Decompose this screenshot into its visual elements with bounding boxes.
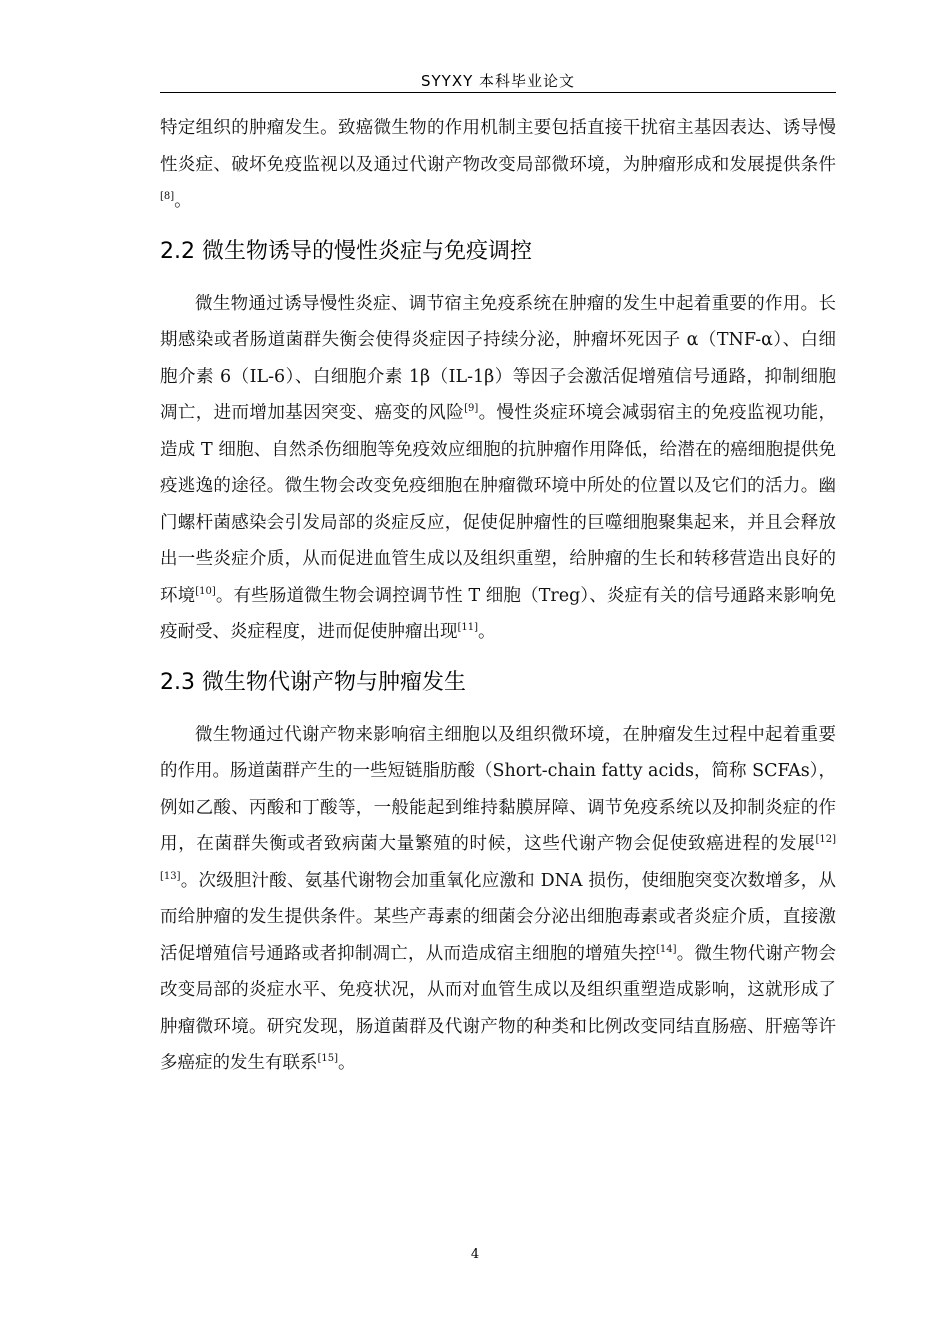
- citation-ref[interactable]: [14]: [656, 943, 677, 955]
- paragraph-text: 。慢性炎症环境会减弱宿主的免疫监视功能，造成 T 细胞、自然杀伤细胞等免疫效应细胞的抗肿瘤作用降低，给潜在的癌细胞提供免疫逃逸的途径。微生物会改变免疫细胞在肿瘤微环境中所处的位置以及它们的活力。幽门螺杆菌感染会引发局部的炎症反应，促使促肿瘤性的巨噬细胞聚集起来，并且会释放出一些炎症介质，从而促进血管生成以及组织重塑，给肿瘤的生长和转移营造出良好的环境: [160, 403, 837, 606]
- section-heading: 2.2 微生物诱导的慢性炎症与免疫调控: [160, 238, 532, 264]
- paragraph-text: 。次级胆汁酸、氨基代谢物会加重氧化应激和 DNA 损伤，使细胞突变次数增多，从而给肿瘤的发生提供条件。某些产毒素的细菌会分泌出细胞毒素或者炎症介质，直接激活促增殖信号通路或者抑制凋亡，从而造成宿主细胞的增殖失控: [160, 870, 836, 964]
- citation-ref[interactable]: [8]: [160, 191, 175, 203]
- paragraph-text: 。: [338, 1053, 356, 1073]
- header-rule: [160, 92, 836, 93]
- running-header: SYYXY 本科毕业论文: [420, 72, 576, 90]
- paragraph: [160, 717, 836, 1082]
- section-heading: 2.3 微生物代谢产物与肿瘤发生: [160, 669, 466, 695]
- paragraph-text: 。微生物代谢产物会改变局部的炎症水平、免疫状况，从而对血管生成以及组织重塑造成影响，这就形成了肿瘤微环境。研究发现，肠道菌群及代谢产物的种类和比例改变同结直肠癌、肝癌等许多癌症的发生有联系: [160, 943, 837, 1073]
- paragraph-text: 特定组织的肿瘤发生。致癌微生物的作用机制主要包括直接干扰宿主基因表达、诱导慢性炎症、破坏免疫监视以及通过代谢产物改变局部微环境，为肿瘤形成和发展提供条件: [160, 118, 836, 175]
- page-number: 4: [470, 1247, 480, 1262]
- paragraph-text: 微生物通过诱导慢性炎症、调节宿主免疫系统在肿瘤的发生中起着重要的作用。长期感染或者肠道菌群失衡会使得炎症因子持续分泌，肿瘤坏死因子 α（TNF-α）、白细胞介素 6（IL-6）、白细胞介素 1β（IL-1β）等因子会激活促增殖信号通路，抑制细胞凋亡，进而增加基因突变、癌变的风险: [160, 293, 836, 423]
- paragraph: [160, 286, 836, 651]
- paragraph-text: 。: [478, 622, 496, 642]
- citation-ref[interactable]: [10]: [195, 585, 216, 597]
- paragraph-text: 。: [174, 191, 192, 211]
- paragraph-text: 。有些肠道微生物会调控调节性 T 细胞（Treg）、炎症有关的信号通路来影响免疫耐受、炎症程度，进而促使肿瘤出现: [160, 585, 836, 642]
- citation-ref[interactable]: [11]: [457, 622, 479, 634]
- paragraph-continued: [160, 110, 836, 220]
- citation-ref[interactable]: [9]: [464, 403, 479, 415]
- document-body: [160, 110, 836, 1082]
- paragraph-text: 微生物通过代谢产物来影响宿主细胞以及组织微环境，在肿瘤发生过程中起着重要的作用。肠道菌群产生的一些短链脂肪酸（Short-chain fatty acids，简称 SCFAs），例如乙酸、丙酸和丁酸等，一般能起到维持黏膜屏障、调节免疫系统以及抑制炎症的作用，在菌群失衡或者致病菌大量繁殖的时候，这些代谢产物会促使致癌进程的发展: [160, 724, 836, 854]
- citation-ref[interactable]: [12][13]: [160, 834, 836, 882]
- citation-ref[interactable]: [15]: [317, 1053, 339, 1065]
